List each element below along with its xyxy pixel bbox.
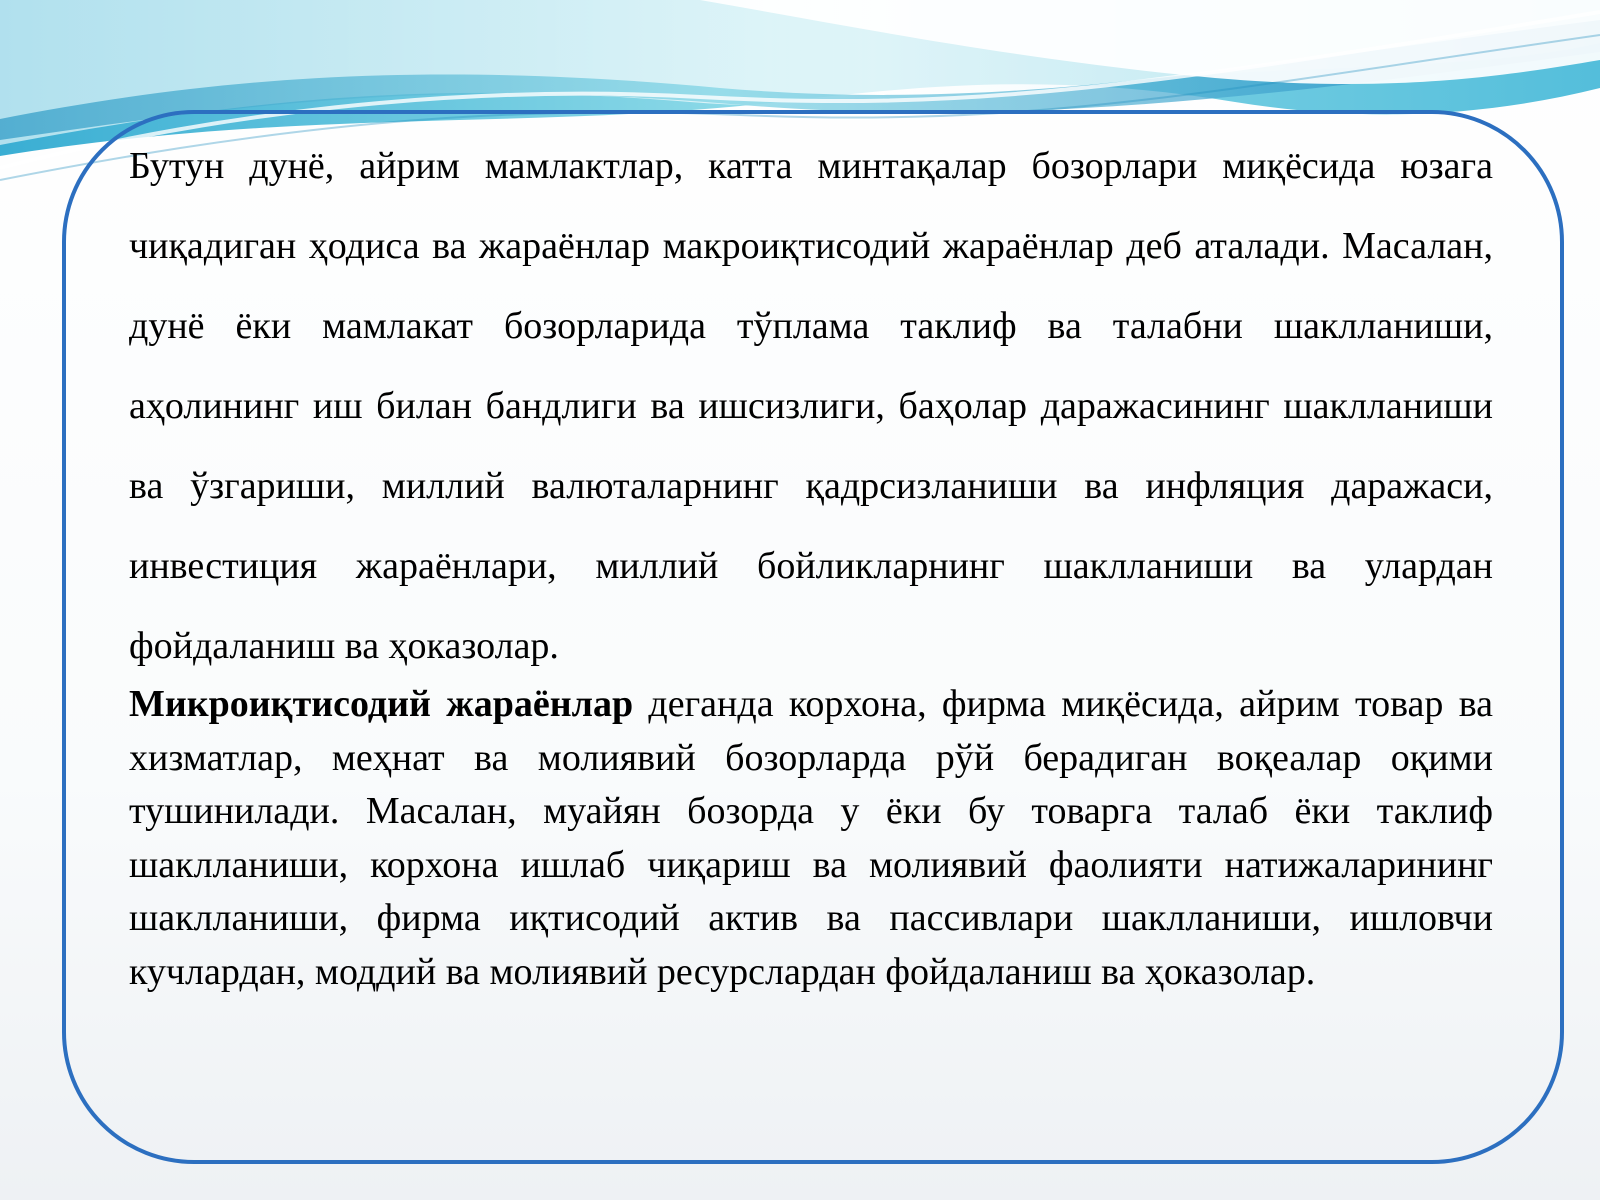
- slide-text-content: [129, 126, 1493, 999]
- macroeconomic-process-paragraph: Бутун дунё, айрим мамлактлар, катта минтақалар бозорлари миқёсида юзага чиқадиган ҳодиса ва жараёнлар макроиқтисодий жараёнлар деб аталади. Масалан, дунё ёки мамлакат бозорларида тўплама таклиф ва талабни шаклланиши, аҳолининг иш билан бандлиги ва ишсизлиги, баҳолар даражасининг шаклланиши ва ўзгариши, миллий валюталарнинг қадрсизланиши ва инфляция даражаси, инвестиция жараёнлари, миллий бойликларнинг шаклланиши ва улардан фойдаланиш ва ҳоказолар.: [129, 145, 1493, 667]
- microeconomic-process-term: Микроиқтисодий жараёнлар: [129, 683, 634, 725]
- microeconomic-process-paragraph: [129, 678, 1493, 999]
- microeconomic-process-description: деганда корхона, фирма миқёсида, айрим товар ва хизматлар, меҳнат ва молиявий бозорларда рўй берадиган воқеалар оқими тушинилади. Масалан, муайян бозорда у ёки бу товарга талаб ёки таклиф шаклланиши, корхона ишлаб чиқариш ва молиявий фаолияти натижаларининг шаклланиши, фирма иқтисодий актив ва пассивлари шаклланиши, ишловчи кучлардан, моддий ва молиявий ресурслардан фойдаланиш ва ҳоказолар.: [129, 683, 1493, 993]
